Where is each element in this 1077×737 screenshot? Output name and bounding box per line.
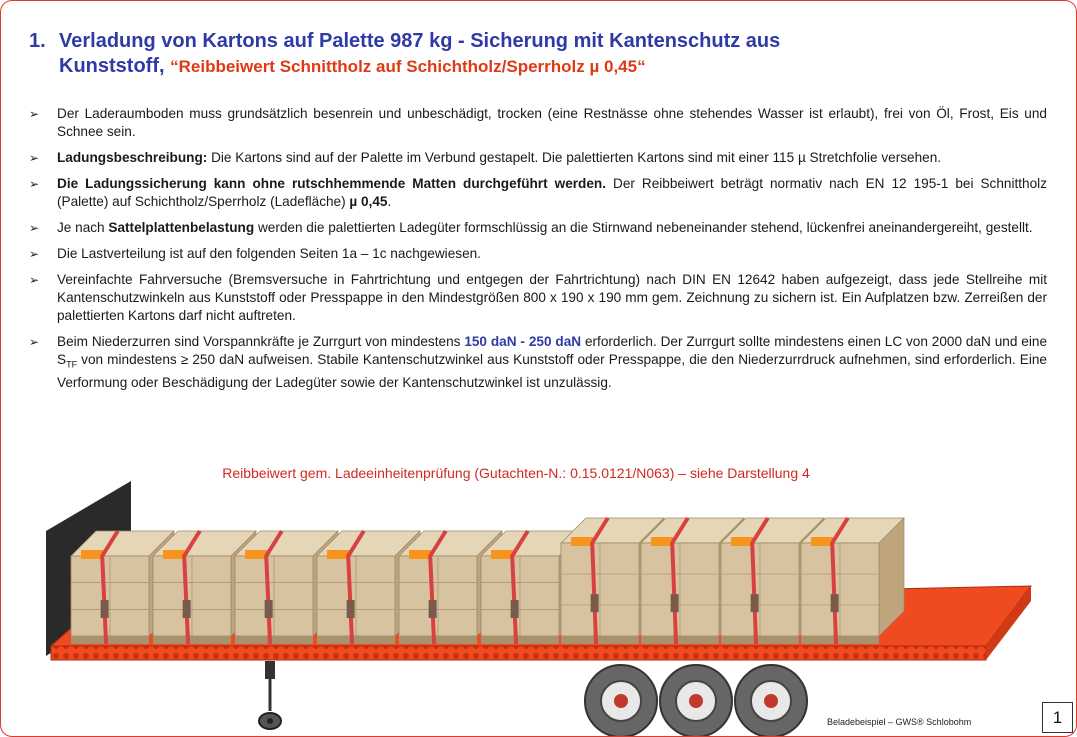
bullet-text: von mindestens ≥ 250 daN aufweisen. Stabile Kantenschutzwinkel aus Kunststoff oder Presspappe, die den Niederzurrdruck aufnehmen, sind erforderlich. Eine Verformung oder Beschädigung der Ladegüter sowie der Kantenschutzwinkel ist unzulässig.: [57, 352, 1047, 390]
arrow-bullet-icon: ➢: [29, 247, 40, 261]
bullet-bold: Ladungsbeschreibung:: [57, 150, 208, 165]
title-text-1: Verladung von Kartons auf Palette 987 kg - Sicherung mit Kantenschutz aus: [59, 30, 781, 52]
bullet-item: [29, 175, 1047, 211]
bullet-text: Je nach: [57, 220, 109, 235]
bullet-item: [29, 271, 1047, 325]
arrow-bullet-icon: ➢: [29, 273, 40, 287]
bullet-text: erforderlich. Der Zurrgurt sollte mindestens einen LC von 2000 daN und eine S: [57, 334, 1047, 367]
cargo-stack: [801, 518, 904, 644]
arrow-bullet-icon: ➢: [29, 335, 40, 349]
bullet-subscript: TF: [66, 359, 78, 370]
title-line-1: [29, 29, 1049, 54]
bullet-item: [29, 105, 1047, 141]
page-number: 1: [1042, 702, 1073, 733]
wheel: [585, 665, 657, 737]
bullet-highlight: 150 daN - 250 daN: [464, 334, 582, 349]
wheel: [660, 665, 732, 737]
trailer-illustration: [1, 481, 1077, 737]
bullet-text: werden die palettierten Ladegüter formschlüssig an die Stirnwand nebeneinander stehend, lückenfrei aneinandergereiht, gestellt.: [254, 220, 1033, 235]
bullet-item: [29, 333, 1047, 392]
wheel-set: [585, 665, 807, 737]
friction-caption: Reibbeiwert gem. Ladeeinheitenprüfung (Gutachten-N.: 0.15.0121/N063) – siehe Darstellung 4: [222, 465, 810, 481]
title-friction-note: “Reibbeiwert Schnittholz auf Schichtholz/Sperrholz µ 0,45“: [170, 57, 646, 76]
bullet-bold: Sattelplattenbelastung: [108, 220, 255, 235]
bullet-text: Beim Niederzurren sind Vorspannkräfte je Zurrgurt von mindestens: [57, 334, 465, 349]
bullet-text: Der Laderaumboden muss grundsätzlich besenrein und unbeschädigt, trocken (eine Restnässe ohne stehendes Wasser ist erlaubt), frei von Öl, Frost, Eis und Schnee sein.: [57, 106, 1047, 139]
bullet-bold: Die Ladungssicherung kann ohne rutschhemmende Matten durchgeführt werden.: [57, 176, 606, 191]
title-number: 1.: [29, 30, 46, 52]
bullet-text: Die Kartons sind auf der Palette im Verbund gestapelt. Die palettierten Kartons sind mit einer 115 µ Stretchfolie versehen.: [207, 150, 942, 165]
title-line-2: [29, 54, 1049, 79]
footer-credit: Beladebeispiel – GWS® Schlobohm: [827, 717, 972, 727]
bullet-item: [29, 149, 1047, 167]
title-text-2: Kunststoff,: [59, 55, 165, 77]
arrow-bullet-icon: ➢: [29, 177, 40, 191]
wheel: [735, 665, 807, 737]
bullet-item: [29, 245, 1047, 263]
bullet-bold: µ 0,45: [349, 194, 388, 209]
bullet-text: .: [387, 194, 392, 209]
bullet-item: [29, 219, 1047, 237]
bullet-list: [29, 105, 1047, 400]
deck-side: [51, 646, 986, 660]
arrow-bullet-icon: ➢: [29, 221, 40, 235]
arrow-bullet-icon: ➢: [29, 107, 40, 121]
slide-title: [29, 29, 1049, 79]
arrow-bullet-icon: ➢: [29, 151, 40, 165]
cargo-rows: [71, 518, 904, 644]
bullet-text: Vereinfachte Fahrversuche (Bremsversuche in Fahrtrichtung und entgegen der Fahrtrichtung) nach DIN EN 12642 haben aufgezeigt, dass jede Stellreihe mit Kantenschutzwinkeln aus Kunststoff oder Presspappe in den Mindestgrößen 800 x 190 x 190 mm gem. Zeichnung zu sichern ist. Ein Aufplatzen bzw. Zerreißen der palettierten Kartons darf nicht auftreten.: [57, 272, 1047, 323]
bullet-text: Der Reibbeiwert beträgt normativ nach EN 12 195-1 bei Schnittholz (Palette) auf Schichtholz/Sperrholz (Ladefläche): [57, 176, 1047, 209]
support-leg: [265, 661, 275, 679]
bullet-text: Die Lastverteilung ist auf den folgenden Seiten 1a – 1c nachgewiesen.: [57, 246, 481, 261]
